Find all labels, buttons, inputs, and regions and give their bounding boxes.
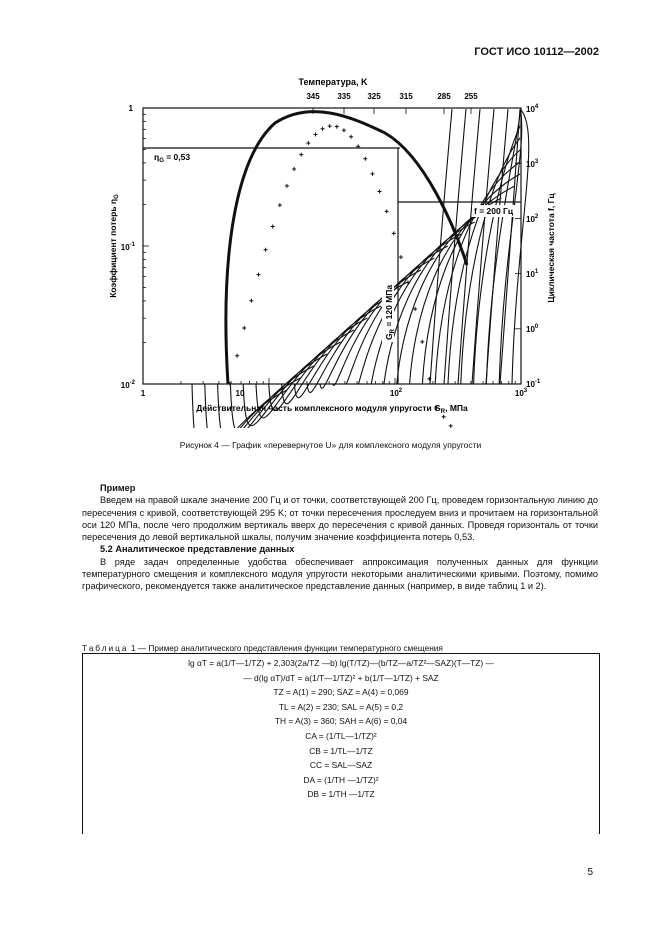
bottom-tick-labels bbox=[141, 388, 528, 398]
right-axis-label: Циклическая частота f, Гц bbox=[546, 193, 556, 303]
isotherm-curve bbox=[269, 318, 368, 411]
table-row: TH = A(3) = 360; SAH = A(6) = 0,04 bbox=[274, 716, 408, 727]
isotherm-curve bbox=[461, 138, 520, 384]
data-marker bbox=[349, 135, 353, 139]
page-number: 5 bbox=[587, 867, 593, 878]
gr-annotation: $G_R = 120$ МПа bbox=[384, 284, 396, 340]
bottom-tick-label: 10 bbox=[235, 389, 245, 398]
figure-caption: Рисунок 4 — График «перевернутое U» для комплексного модуля упругости bbox=[179, 440, 482, 450]
top-tick-label: 325 bbox=[367, 92, 381, 101]
data-marker bbox=[449, 424, 453, 428]
top-tick-label: 285 bbox=[437, 92, 451, 101]
table-row: TL = A(2) = 230; SAL = A(5) = 0,2 bbox=[278, 701, 404, 712]
data-marker bbox=[406, 280, 410, 284]
example-title: Пример bbox=[100, 483, 136, 493]
table-row: DB = 1/TH —1/TZ bbox=[307, 789, 375, 800]
top-tick-label: 315 bbox=[399, 92, 413, 101]
data-marker bbox=[413, 307, 417, 311]
right-tick-label: $10^0$ bbox=[526, 324, 539, 334]
table-row: CA = (1/TL—1/TZ)² bbox=[305, 730, 377, 741]
left-tick-label: $10^{-1}$ bbox=[120, 242, 135, 252]
data-marker bbox=[285, 184, 289, 188]
top-axis-title: Температура, K bbox=[298, 78, 368, 87]
table-row: CB = 1/TL—1/TZ bbox=[309, 745, 373, 756]
data-marker bbox=[442, 415, 446, 419]
right-tick-label: $10^1$ bbox=[526, 269, 539, 279]
section-heading: 5.2 Аналитическое представление данных bbox=[100, 544, 295, 555]
data-marker bbox=[249, 299, 253, 303]
data-marker bbox=[385, 209, 389, 213]
bottom-tick-label: 1 bbox=[140, 389, 146, 398]
formula-table bbox=[82, 653, 600, 834]
data-marker bbox=[399, 255, 403, 259]
data-marker bbox=[292, 167, 296, 171]
left-axis-label: Коэффициент потерь $\eta_G$ bbox=[108, 194, 120, 298]
right-tick-label: $10^4$ bbox=[526, 104, 539, 114]
table-row: lg αT = a(1/T—1/TZ) + 2,303(2a/TZ —b) lg(T/TZ)—(b/TZ—a/TZ²—SAZ)(T—TZ) — bbox=[188, 658, 494, 668]
left-tick-label: 1 bbox=[128, 104, 133, 113]
table-row: CC = SAL—SAZ bbox=[309, 760, 373, 771]
data-marker bbox=[306, 141, 310, 145]
table-row: — d(lg αT)/dT = a(1/T—1/TZ)² + b(1/T—1/TZ) + SAZ bbox=[243, 672, 439, 683]
u-plot-svg bbox=[100, 78, 570, 428]
bottom-tick-label: $10^2$ bbox=[389, 388, 403, 398]
data-marker bbox=[313, 132, 317, 136]
isotherm-curve bbox=[282, 306, 381, 404]
table-caption-label: Таблица bbox=[82, 643, 129, 653]
data-marker bbox=[271, 224, 275, 228]
left-tick-label: $10^{-2}$ bbox=[120, 380, 135, 390]
table-row: DA = (1/TH —1/TZ)² bbox=[303, 774, 379, 785]
data-marker bbox=[342, 128, 346, 132]
data-marker bbox=[370, 172, 374, 176]
example-block bbox=[82, 482, 598, 593]
bottom-axis-label: Действительная часть комплексного модуля упругости $G_R$, МПа bbox=[196, 403, 468, 415]
table-row: TZ = A(1) = 290; SAZ = A(4) = 0,069 bbox=[273, 687, 409, 698]
section-paragraph: В ряде задач определенные удобства обеспечивает аппроксимация полученных данных для функции температурного смещения и комплексного модуля упругости некоторыми аналитическими кривыми. Поэтому, помимо графического, рекомендуется также аналитическое представление данных (например, в виде таблиц 1 и 2). bbox=[82, 556, 598, 592]
right-tick-label: $10^3$ bbox=[526, 159, 539, 169]
data-marker bbox=[378, 189, 382, 193]
table-caption-text: 1 — Пример аналитического представления функции температурного смещения bbox=[130, 643, 443, 653]
data-marker bbox=[264, 248, 268, 252]
isotherm-curve bbox=[294, 294, 394, 398]
data-marker bbox=[392, 231, 396, 235]
example-paragraph: Введем на правой шкале значение 200 Гц и от точки, соответствующей 200 Гц, проведем горизонтальную линию до пересечения с кривой, соответствующей 295 K; от точки пересечения проследуем вниз и прочитаем на горизонтальной оси 120 МПа, после чего продолжим вертикаль вверх до пересечения с кривой данных. Проведя горизонталь от точки пересечения до левой вертикальной шкалы, получим значение коэффициента потерь 0,53. bbox=[82, 495, 598, 543]
left-tick-labels bbox=[121, 104, 136, 390]
data-marker bbox=[299, 153, 303, 157]
isotherm-curve bbox=[435, 162, 520, 384]
isotherm-curve bbox=[346, 246, 448, 384]
data-marker bbox=[420, 340, 424, 344]
isotherm-curve bbox=[500, 109, 520, 384]
temperature-curves bbox=[192, 109, 529, 428]
f-annotation: f = 200 Гц bbox=[474, 206, 514, 216]
isotherm-curve bbox=[486, 109, 508, 384]
top-tick-label: 335 bbox=[337, 92, 351, 101]
figure-chart bbox=[100, 78, 570, 428]
top-tick-labels bbox=[306, 92, 478, 101]
data-marker bbox=[235, 354, 239, 358]
document-header: ГОСТ ИСО 10112—2002 bbox=[474, 46, 599, 58]
isotherm-curve bbox=[472, 109, 494, 384]
data-marker bbox=[278, 203, 282, 207]
right-tick-label: $10^2$ bbox=[526, 214, 539, 224]
data-marker bbox=[242, 326, 246, 330]
data-marker bbox=[328, 124, 332, 128]
bottom-tick-label: $10^3$ bbox=[514, 388, 528, 398]
data-marker bbox=[335, 125, 339, 129]
data-marker bbox=[321, 127, 325, 131]
data-marker bbox=[363, 157, 367, 161]
right-tick-label: $10^{-1}$ bbox=[526, 379, 541, 389]
top-tick-label: 345 bbox=[306, 92, 320, 101]
data-marker bbox=[256, 273, 260, 277]
top-tick-label: 255 bbox=[464, 92, 478, 101]
table-caption bbox=[82, 643, 443, 653]
eta-annotation: $\eta_G = 0,53$ bbox=[154, 152, 191, 164]
